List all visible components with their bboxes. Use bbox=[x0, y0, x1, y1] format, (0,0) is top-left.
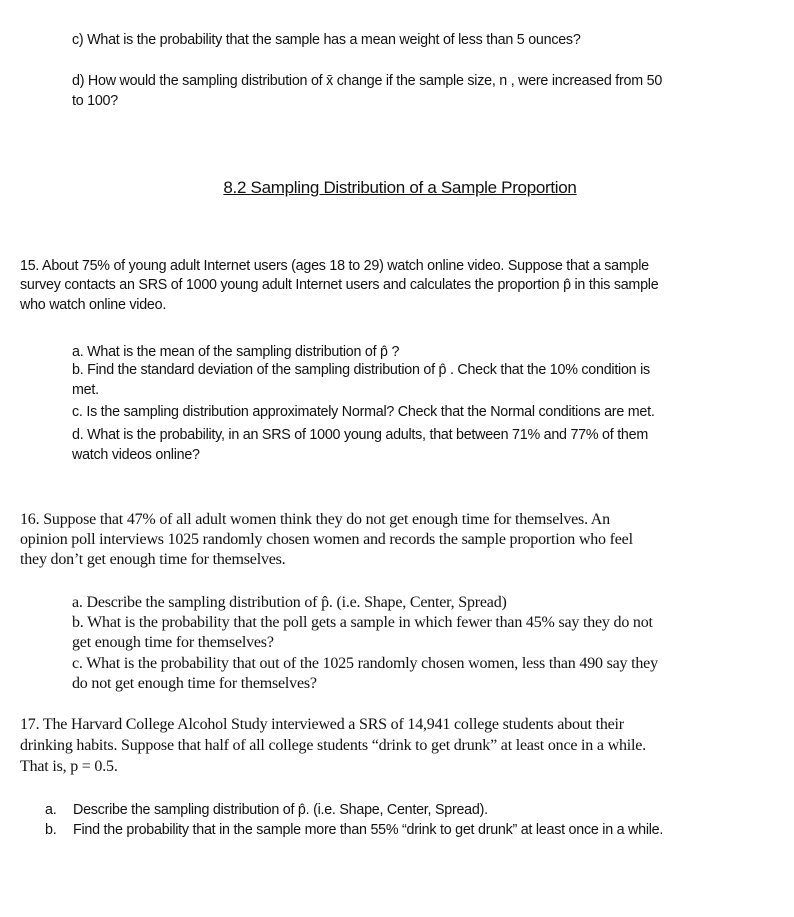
question-15-part-b: b. Find the standard deviation of the sampling distribution of p̂ . Check that the 10% condition is bbox=[72, 362, 650, 378]
question-15-stem-line: survey contacts an SRS of 1000 young adult Internet users and calculates the proportion p̂ in this sample bbox=[20, 277, 659, 293]
question-17-part-a bbox=[45, 800, 488, 820]
question-15-part-a: a. What is the mean of the sampling distribution of p̂ ? bbox=[72, 344, 400, 360]
question-15-stem-line: 15. About 75% of young adult Internet users (ages 18 to 29) watch online video. Suppose that a sample bbox=[20, 258, 649, 274]
question-15-stem-line: who watch online video. bbox=[20, 297, 167, 313]
question-15-part-b-cont: met. bbox=[72, 382, 99, 398]
question-15-part-c: c. Is the sampling distribution approximately Normal? Check that the Normal conditions are met. bbox=[72, 404, 655, 420]
question-17-stem-line: drinking habits. Suppose that half of all college students “drink to get drunk” at least once in a while. bbox=[20, 737, 646, 754]
question-16-part-b: b. What is the probability that the poll gets a sample in which fewer than 45% say they do not bbox=[72, 614, 653, 631]
question-16-part-b-cont: get enough time for themselves? bbox=[72, 634, 274, 651]
section-heading: 8.2 Sampling Distribution of a Sample Proportion bbox=[223, 178, 577, 197]
question-16-stem-line: opinion poll interviews 1025 randomly chosen women and records the sample proportion who feel bbox=[20, 531, 633, 548]
question-16-stem-line: they don’t get enough time for themselves. bbox=[20, 551, 286, 568]
part-text: Find the probability that in the sample more than 55% “drink to get drunk” at least once in a while. bbox=[73, 822, 664, 838]
question-14-part-c: c) What is the probability that the sample has a mean weight of less than 5 ounces? bbox=[72, 32, 581, 48]
question-16-part-c-cont: do not get enough time for themselves? bbox=[72, 675, 317, 692]
question-17-stem-line: 17. The Harvard College Alcohol Study interviewed a SRS of 14,941 college students about their bbox=[20, 716, 624, 733]
part-label: a. bbox=[45, 802, 57, 818]
question-14-part-d: d) How would the sampling distribution of x̄ change if the sample size, n , were increased from 50 bbox=[72, 73, 663, 89]
question-15-part-d-cont: watch videos online? bbox=[72, 447, 200, 463]
part-text: Describe the sampling distribution of p̂. (i.e. Shape, Center, Spread). bbox=[73, 802, 488, 818]
part-label: b. bbox=[45, 822, 57, 838]
question-17-part-b bbox=[45, 820, 664, 840]
question-16-part-c: c. What is the probability that out of the 1025 randomly chosen women, less than 490 say they bbox=[72, 655, 658, 672]
question-15-part-d: d. What is the probability, in an SRS of 1000 young adults, that between 71% and 77% of them bbox=[72, 427, 648, 443]
question-14-part-d-cont: to 100? bbox=[72, 93, 118, 109]
question-16-part-a: a. Describe the sampling distribution of p̂. (i.e. Shape, Center, Spread) bbox=[72, 594, 507, 611]
question-17-stem-line: That is, p = 0.5. bbox=[20, 758, 118, 775]
question-16-stem-line: 16. Suppose that 47% of all adult women think they do not get enough time for themselves. An bbox=[20, 511, 610, 528]
